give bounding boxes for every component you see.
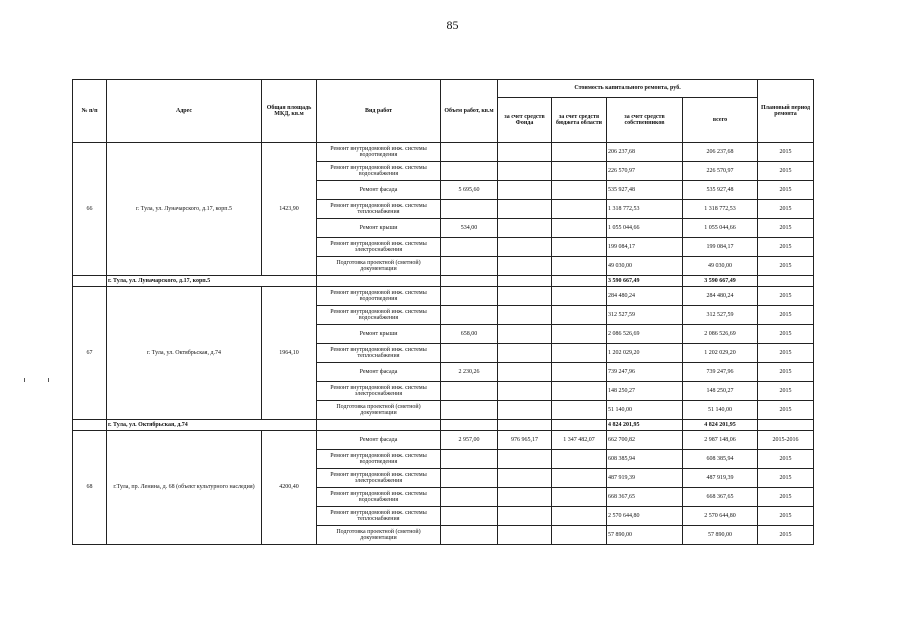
work-fund [498, 325, 552, 344]
work-volume [441, 488, 498, 507]
row-address: г. Тула, ул. Луначарского, д.17, корп.5 [107, 143, 262, 276]
work-volume: 658,00 [441, 325, 498, 344]
work-period: 2015 [758, 287, 814, 306]
work-total: 1 318 772,53 [683, 200, 758, 219]
work-volume: 5 695,60 [441, 181, 498, 200]
header-budget: за счет средств бюджета области [552, 98, 607, 143]
row-num: 67 [73, 287, 107, 420]
work-volume [441, 382, 498, 401]
work-owners: 1 318 772,53 [607, 200, 683, 219]
work-budget [552, 325, 607, 344]
work-budget [552, 238, 607, 257]
work-owners: 535 927,48 [607, 181, 683, 200]
work-period: 2015 [758, 162, 814, 181]
work-type: Ремонт внутридомовой инж. системы теплоснабжения [317, 344, 441, 363]
work-budget [552, 287, 607, 306]
page-number: 85 [446, 18, 459, 32]
work-total: 487 919,39 [683, 469, 758, 488]
header-address: Адрес [107, 80, 262, 143]
work-total: 148 250,27 [683, 382, 758, 401]
work-period: 2015 [758, 382, 814, 401]
work-fund [498, 344, 552, 363]
total-owners: 3 590 667,49 [607, 276, 683, 287]
work-total: 51 140,00 [683, 401, 758, 420]
work-period: 2015 [758, 344, 814, 363]
work-budget: 1 347 482,07 [552, 431, 607, 450]
work-owners: 284 480,24 [607, 287, 683, 306]
work-owners: 1 202 029,20 [607, 344, 683, 363]
work-period: 2015 [758, 469, 814, 488]
work-owners: 487 919,39 [607, 469, 683, 488]
work-budget [552, 382, 607, 401]
work-fund [498, 219, 552, 238]
work-budget [552, 450, 607, 469]
work-fund [498, 257, 552, 276]
total-label: г. Тула, ул. Октябрьская, д.74 [107, 420, 317, 431]
work-type: Подготовка проектной (сметной) документации [317, 401, 441, 420]
work-period: 2015 [758, 181, 814, 200]
work-budget [552, 344, 607, 363]
work-budget [552, 401, 607, 420]
work-fund [498, 143, 552, 162]
work-fund [498, 306, 552, 325]
work-total: 535 927,48 [683, 181, 758, 200]
work-volume [441, 450, 498, 469]
work-total: 739 247,96 [683, 363, 758, 382]
work-budget [552, 507, 607, 526]
header-volume: Объем работ, кв.м [441, 80, 498, 143]
work-budget [552, 469, 607, 488]
work-type: Ремонт внутридомовой инж. системы электроснабжения [317, 382, 441, 401]
work-owners: 662 700,82 [607, 431, 683, 450]
work-fund [498, 287, 552, 306]
work-type: Ремонт внутридомовой инж. системы водоснабжения [317, 488, 441, 507]
work-fund [498, 488, 552, 507]
work-type: Ремонт внутридомовой инж. системы теплоснабжения [317, 200, 441, 219]
work-fund: 976 965,17 [498, 431, 552, 450]
table-row [73, 431, 814, 450]
table-row [73, 287, 814, 306]
work-fund [498, 450, 552, 469]
work-period: 2015 [758, 401, 814, 420]
total-num-empty [73, 420, 107, 431]
work-owners: 199 084,17 [607, 238, 683, 257]
work-owners: 206 237,68 [607, 143, 683, 162]
work-volume [441, 238, 498, 257]
work-volume [441, 257, 498, 276]
total-owners: 4 824 201,95 [607, 420, 683, 431]
work-fund [498, 401, 552, 420]
work-budget [552, 162, 607, 181]
work-budget [552, 181, 607, 200]
scan-mark [24, 378, 25, 382]
work-type: Ремонт крыши [317, 219, 441, 238]
work-owners: 1 055 044,66 [607, 219, 683, 238]
work-total: 668 367,65 [683, 488, 758, 507]
work-fund [498, 469, 552, 488]
work-budget [552, 306, 607, 325]
work-owners: 668 367,65 [607, 488, 683, 507]
work-owners: 2 570 644,80 [607, 507, 683, 526]
work-total: 1 055 044,66 [683, 219, 758, 238]
work-total: 2 987 148,06 [683, 431, 758, 450]
work-period: 2015 [758, 200, 814, 219]
work-fund [498, 526, 552, 545]
work-volume [441, 526, 498, 545]
work-total: 57 890,00 [683, 526, 758, 545]
header-work-type: Вид работ [317, 80, 441, 143]
work-period: 2015 [758, 143, 814, 162]
work-owners: 312 527,59 [607, 306, 683, 325]
work-period: 2015 [758, 306, 814, 325]
work-total: 206 237,68 [683, 143, 758, 162]
work-period: 2015-2016 [758, 431, 814, 450]
work-volume [441, 344, 498, 363]
work-owners: 608 385,94 [607, 450, 683, 469]
work-owners: 226 570,97 [607, 162, 683, 181]
work-budget [552, 257, 607, 276]
total-label: г. Тула, ул. Луначарского, д.17, корп.5 [107, 276, 317, 287]
row-num: 66 [73, 143, 107, 276]
work-fund [498, 238, 552, 257]
row-area: 1423,90 [262, 143, 317, 276]
work-type: Ремонт внутридомовой инж. системы электроснабжения [317, 469, 441, 488]
work-total: 608 385,94 [683, 450, 758, 469]
work-budget [552, 143, 607, 162]
work-fund [498, 162, 552, 181]
capital-repair-table [72, 79, 814, 545]
work-volume [441, 401, 498, 420]
row-address: г. Тула, ул. Октябрьская, д.74 [107, 287, 262, 420]
table-row [73, 143, 814, 162]
work-total: 226 570,97 [683, 162, 758, 181]
work-type: Ремонт фасада [317, 363, 441, 382]
row-address: г.Тула, пр. Ленина, д. 68 (объект культурного наследия) [107, 431, 262, 545]
work-total: 284 480,24 [683, 287, 758, 306]
scan-mark [48, 378, 49, 382]
work-owners: 148 250,27 [607, 382, 683, 401]
work-total: 2 570 644,80 [683, 507, 758, 526]
group-total-row [73, 420, 814, 431]
total-sum: 3 590 667,49 [683, 276, 758, 287]
work-period: 2015 [758, 325, 814, 344]
work-volume [441, 162, 498, 181]
work-type: Подготовка проектной (сметной) документации [317, 526, 441, 545]
header-num: № п/п [73, 80, 107, 143]
work-type: Ремонт внутридомовой инж. системы водоснабжения [317, 162, 441, 181]
total-num-empty [73, 276, 107, 287]
work-type: Ремонт крыши [317, 325, 441, 344]
row-num: 68 [73, 431, 107, 545]
work-owners: 49 030,00 [607, 257, 683, 276]
work-volume: 2 230,26 [441, 363, 498, 382]
work-period: 2015 [758, 488, 814, 507]
work-volume: 534,00 [441, 219, 498, 238]
work-type: Ремонт внутридомовой инж. системы водоотведения [317, 287, 441, 306]
header-fund: за счет средств Фонда [498, 98, 552, 143]
work-type: Ремонт внутридомовой инж. системы водоотведения [317, 450, 441, 469]
work-budget [552, 488, 607, 507]
work-type: Подготовка проектной (сметной) документации [317, 257, 441, 276]
work-type: Ремонт внутридомовой инж. системы водоотведения [317, 143, 441, 162]
work-total: 312 527,59 [683, 306, 758, 325]
work-volume: 2 957,00 [441, 431, 498, 450]
row-area: 1964,10 [262, 287, 317, 420]
work-total: 1 202 029,20 [683, 344, 758, 363]
work-type: Ремонт внутридомовой инж. системы электроснабжения [317, 238, 441, 257]
work-fund [498, 363, 552, 382]
work-period: 2015 [758, 507, 814, 526]
work-period: 2015 [758, 363, 814, 382]
header-period: Плановый период ремонта [758, 80, 814, 143]
work-period: 2015 [758, 526, 814, 545]
work-fund [498, 181, 552, 200]
header-owners: за счет средств собственников [607, 98, 683, 143]
work-type: Ремонт внутридомовой инж. системы теплоснабжения [317, 507, 441, 526]
work-period: 2015 [758, 219, 814, 238]
work-fund [498, 382, 552, 401]
work-budget [552, 219, 607, 238]
work-owners: 57 890,00 [607, 526, 683, 545]
work-type: Ремонт фасада [317, 431, 441, 450]
work-volume [441, 469, 498, 488]
work-volume [441, 306, 498, 325]
work-total: 2 086 526,69 [683, 325, 758, 344]
work-fund [498, 507, 552, 526]
header-total: всего [683, 98, 758, 143]
work-volume [441, 143, 498, 162]
work-period: 2015 [758, 450, 814, 469]
work-owners: 739 247,96 [607, 363, 683, 382]
work-period: 2015 [758, 257, 814, 276]
work-volume [441, 507, 498, 526]
work-budget [552, 200, 607, 219]
work-total: 49 030,00 [683, 257, 758, 276]
header-cost-group: Стоимость капитального ремонта, руб. [498, 80, 758, 98]
total-sum: 4 824 201,95 [683, 420, 758, 431]
work-budget [552, 363, 607, 382]
work-fund [498, 200, 552, 219]
work-type: Ремонт внутридомовой инж. системы водоснабжения [317, 306, 441, 325]
work-volume [441, 200, 498, 219]
group-total-row [73, 276, 814, 287]
work-owners: 2 086 526,69 [607, 325, 683, 344]
header-row-main [73, 80, 814, 98]
work-type: Ремонт фасада [317, 181, 441, 200]
header-area: Общая площадь МКД, кв.м [262, 80, 317, 143]
work-budget [552, 526, 607, 545]
table-body [73, 143, 814, 545]
work-period: 2015 [758, 238, 814, 257]
work-total: 199 084,17 [683, 238, 758, 257]
work-volume [441, 287, 498, 306]
work-owners: 51 140,00 [607, 401, 683, 420]
row-area: 4200,40 [262, 431, 317, 545]
